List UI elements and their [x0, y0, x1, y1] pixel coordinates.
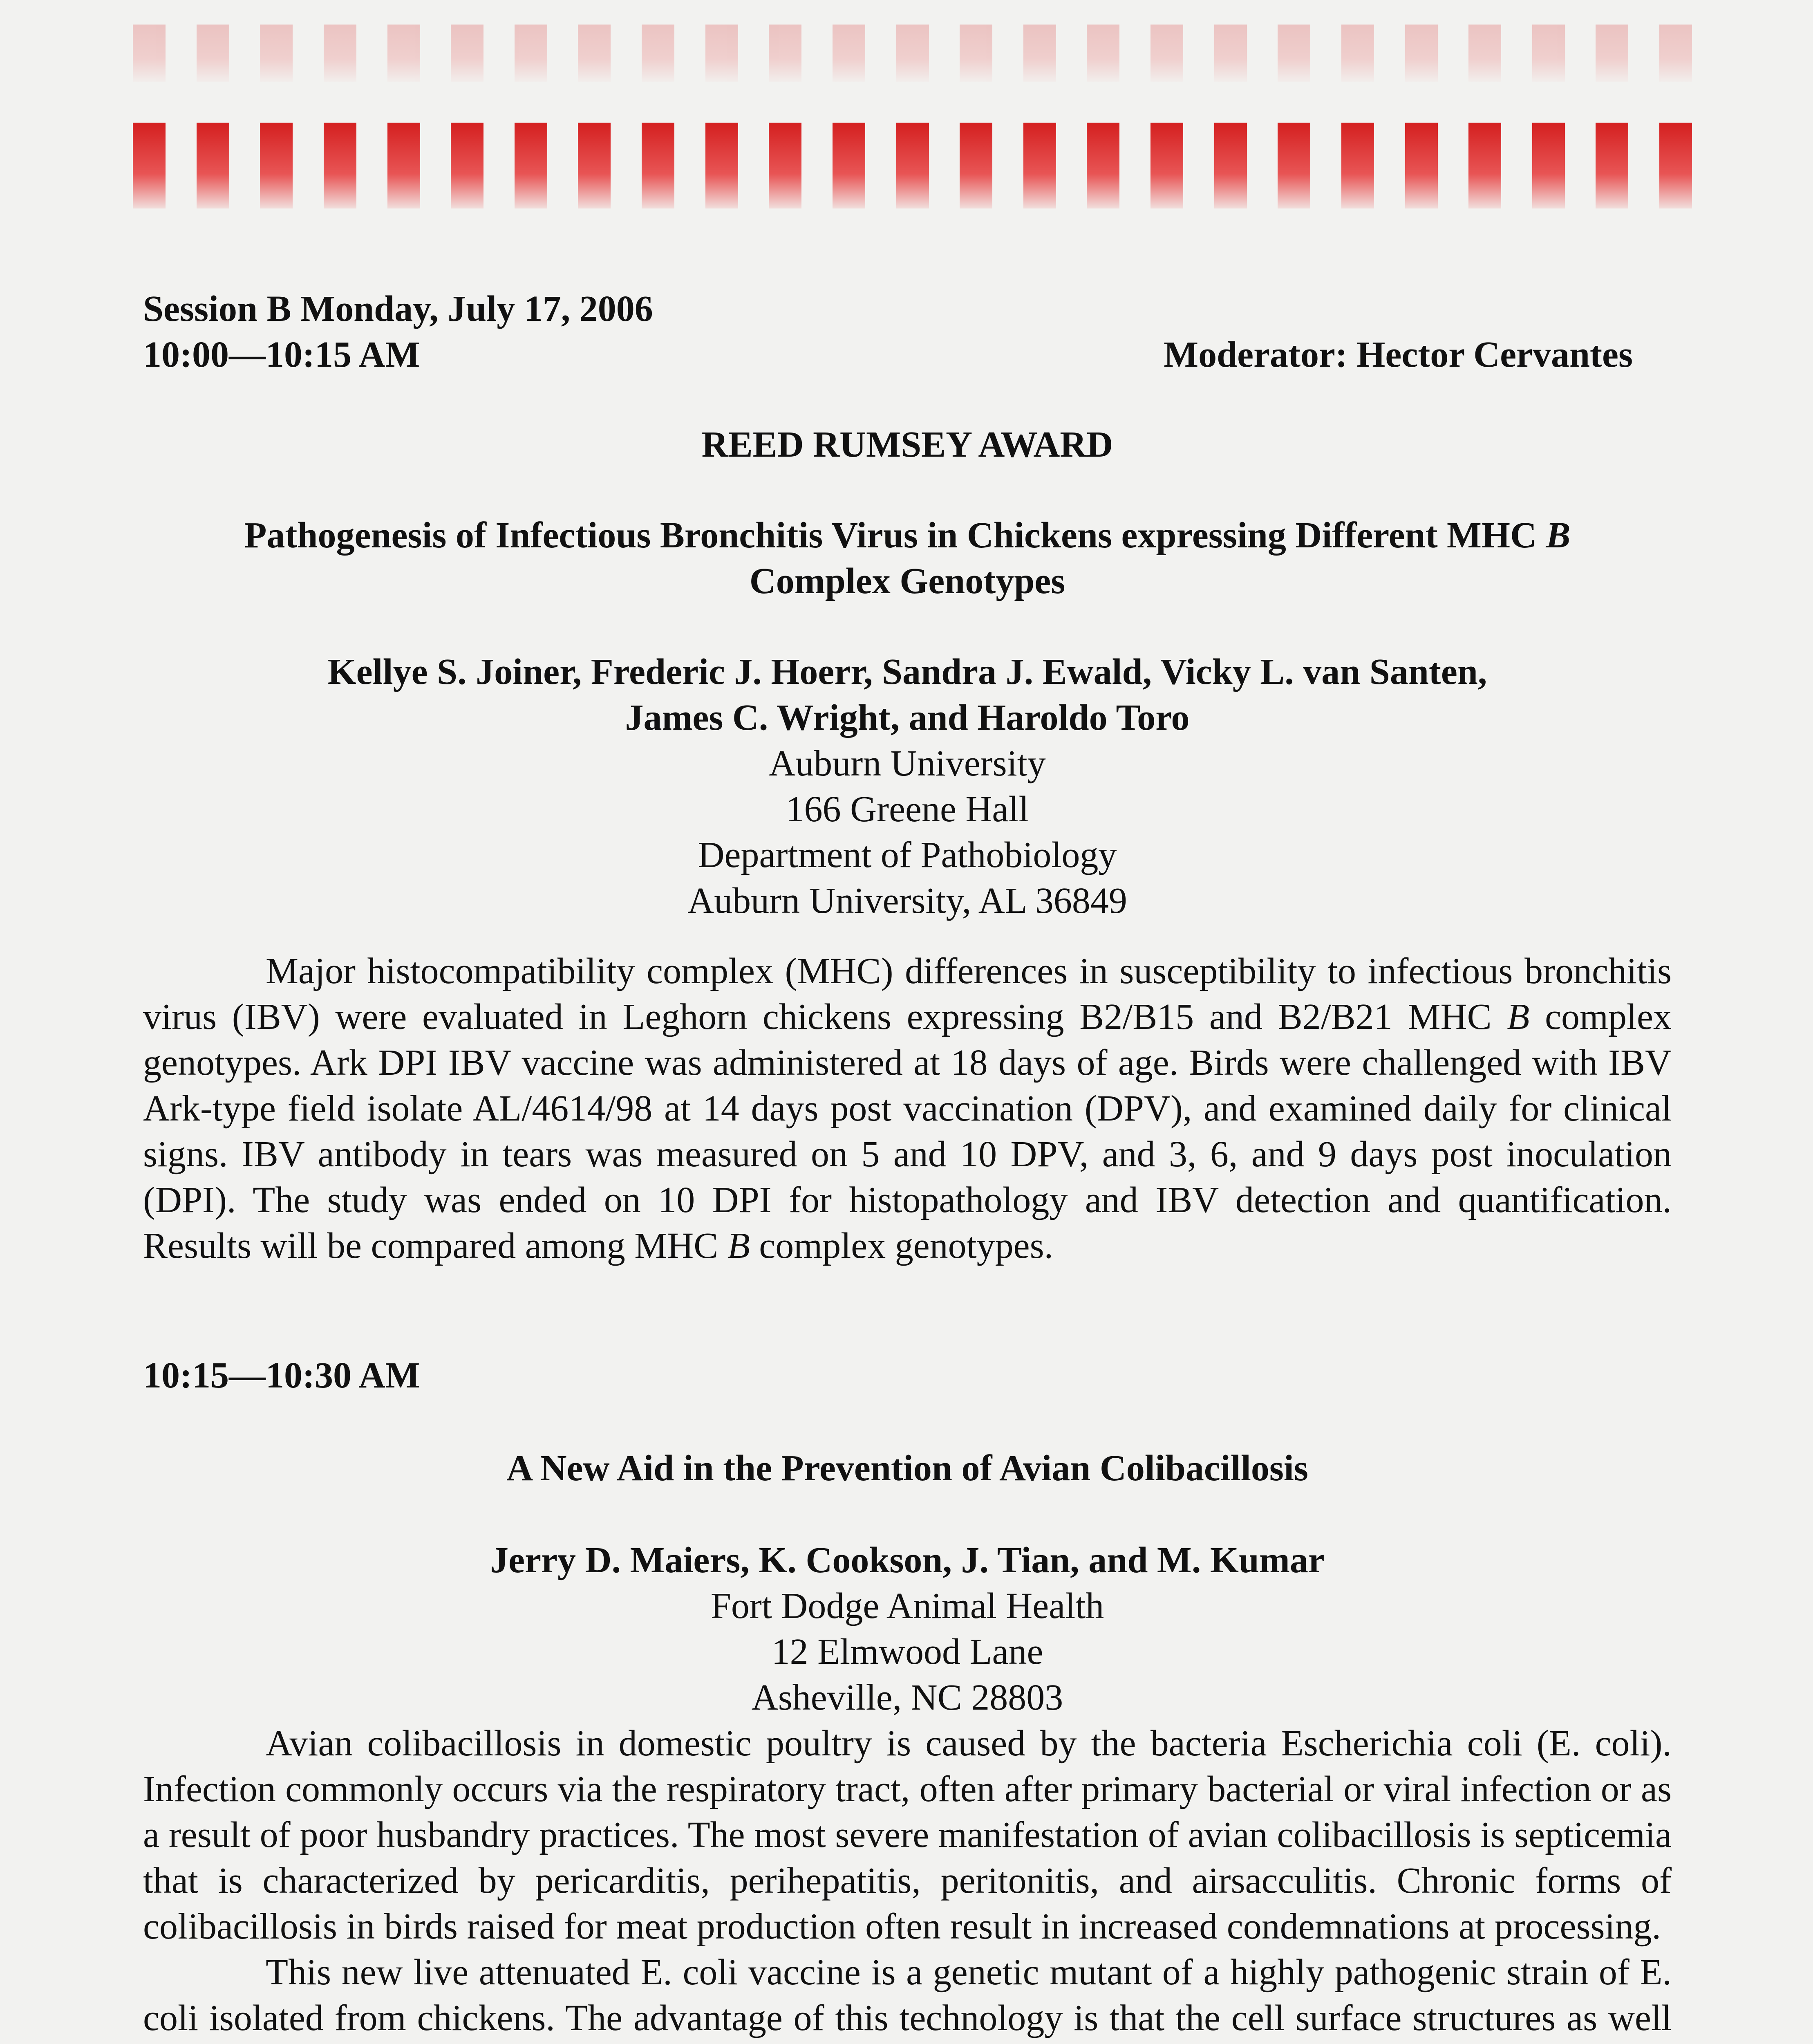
page-content	[143, 286, 1672, 2044]
border-stripe	[705, 123, 738, 208]
border-stripe	[260, 25, 293, 82]
ghost-stripe-border	[133, 25, 1692, 82]
border-stripe	[769, 123, 801, 208]
border-stripe	[960, 123, 992, 208]
paper1-authors-line2: James C. Wright, and Haroldo Toro	[625, 697, 1190, 738]
border-stripe	[1214, 25, 1247, 82]
border-stripe	[515, 25, 547, 82]
border-stripe	[1405, 123, 1438, 208]
border-stripe	[1087, 123, 1119, 208]
abs-text-3: complex genotypes.	[750, 1226, 1054, 1266]
paper1-title	[143, 513, 1672, 604]
border-stripe	[1341, 25, 1374, 82]
abs-text-2: complex genotypes. Ark DPI IBV vaccine was administered at 18 days of age. Birds were challenged with IBV Ark-type field isolate AL/4614/98 at 14 days post vaccination (DPV), and examined daily for clinical signs. IBV antibody in tears was measured on 5 and 10 DPV, and 3, 6, and 9 days post inoculation (DPI). The study was ended on 10 DPI for histopathology and IBV detection and quantification. Results will be compared among MHC	[143, 997, 1672, 1266]
border-stripe	[1150, 123, 1183, 208]
border-stripe	[197, 25, 229, 82]
border-stripe	[1150, 25, 1183, 82]
border-stripe	[133, 123, 166, 208]
border-stripe	[1468, 25, 1501, 82]
border-stripe	[1532, 25, 1565, 82]
paper2-authors: Jerry D. Maiers, K. Cookson, J. Tian, and M. Kumar	[490, 1540, 1325, 1580]
border-stripe	[133, 25, 166, 82]
paper1-authors	[143, 649, 1672, 741]
paper2-time: 10:15—10:30 AM	[143, 1355, 420, 1396]
border-stripe	[324, 123, 356, 208]
border-stripe	[705, 25, 738, 82]
border-stripe	[1405, 25, 1438, 82]
paper2-affiliation	[143, 1583, 1672, 1721]
border-stripe	[769, 25, 801, 82]
paper1-title-italic: B	[1546, 515, 1571, 556]
moderator: Moderator: Hector Cervantes	[1164, 334, 1633, 375]
award-title: REED RUMSEY AWARD	[701, 424, 1113, 465]
red-stripe-border	[133, 123, 1692, 208]
border-stripe	[1087, 25, 1119, 82]
border-stripe	[578, 123, 611, 208]
border-stripe	[1532, 123, 1565, 208]
border-stripe	[1659, 25, 1692, 82]
paper2-paragraph-1: Avian colibacillosis in domestic poultry is caused by the bacteria Escherichia coli (E. coli). Infection commonly occurs via the respiratory tract, often after primary bacterial or viral infection or as a result of poor husbandry practices. The most severe manifestation of avian colibacillosis is septicemia that is characterized by pericarditis, perihepatitis, peritonitis, and airsacculitis. Chronic forms of colibacillosis in birds raised for meat production often result in increased condemnations at processing.	[143, 1723, 1672, 1947]
border-stripe	[1278, 123, 1310, 208]
paper2-title: A New Aid in the Prevention of Avian Colibacillosis	[506, 1448, 1308, 1488]
paper1-affil-3: Department of Pathobiology	[698, 835, 1117, 875]
paper2-affil-1: Fort Dodge Animal Health	[710, 1586, 1104, 1626]
border-stripe	[896, 25, 929, 82]
paper2-paragraph-2: This new live attenuated E. coli vaccine is a genetic mutant of a highly pathogenic strain of E. coli isolated from chickens. The advantage of this technology is that the cell surface structures as well	[143, 1952, 1672, 2038]
border-stripe	[1023, 25, 1056, 82]
paper1-affil-2: 166 Greene Hall	[786, 789, 1029, 829]
border-stripe	[1468, 123, 1501, 208]
paper1-authors-line1: Kellye S. Joiner, Frederic J. Hoerr, Sandra J. Ewald, Vicky L. van Santen,	[327, 652, 1487, 692]
paper2-affil-3: Asheville, NC 28803	[751, 1677, 1063, 1718]
border-stripe	[642, 123, 674, 208]
paper1-affil-1: Auburn University	[769, 743, 1046, 784]
paper1-affiliation	[143, 741, 1672, 924]
session-line: Session B Monday, July 17, 2006	[143, 289, 653, 329]
border-stripe	[1023, 123, 1056, 208]
paper1-title-text: Pathogenesis of Infectious Bronchitis Virus in Chickens expressing Different MHC	[244, 515, 1537, 556]
border-stripe	[260, 123, 293, 208]
paper1-affil-4: Auburn University, AL 36849	[687, 881, 1127, 921]
border-stripe	[387, 123, 420, 208]
abs-italic-1: B	[1507, 997, 1530, 1037]
border-stripe	[1278, 25, 1310, 82]
border-stripe	[197, 123, 229, 208]
border-stripe	[896, 123, 929, 208]
abs-text-1: Major histocompatibility complex (MHC) differences in susceptibility to infectious bronchitis virus (IBV) were evaluated in Leghorn chickens expressing B2/B15 and B2/B21 MHC	[143, 951, 1672, 1037]
border-stripe	[451, 25, 483, 82]
border-stripe	[1341, 123, 1374, 208]
paper1-title-text2: Complex Genotypes	[749, 561, 1065, 601]
border-stripe	[578, 25, 611, 82]
border-stripe	[515, 123, 547, 208]
border-stripe	[833, 25, 865, 82]
border-stripe	[1214, 123, 1247, 208]
session-row	[143, 332, 1672, 378]
session-time: 10:00—10:15 AM	[143, 334, 420, 375]
border-stripe	[960, 25, 992, 82]
border-stripe	[451, 123, 483, 208]
border-stripe	[833, 123, 865, 208]
paper1-abstract	[143, 948, 1672, 1269]
border-stripe	[1596, 123, 1628, 208]
abs-italic-2: B	[727, 1226, 750, 1266]
paper2-affil-2: 12 Elmwood Lane	[771, 1632, 1043, 1672]
border-stripe	[324, 25, 356, 82]
border-stripe	[642, 25, 674, 82]
border-stripe	[1596, 25, 1628, 82]
border-stripe	[1659, 123, 1692, 208]
border-stripe	[387, 25, 420, 82]
